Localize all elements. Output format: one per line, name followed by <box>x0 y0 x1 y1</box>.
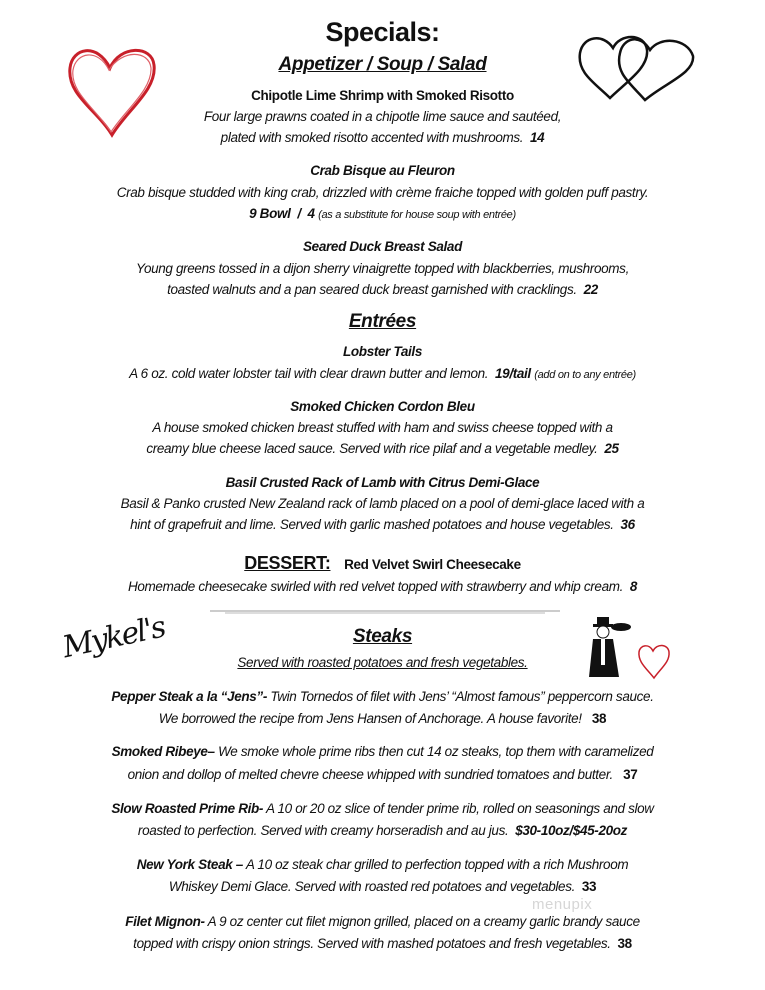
lamb-name: Basil Crusted Rack of Lamb with Citrus Demi-Glace <box>225 475 540 490</box>
duck-desc: Young greens tossed in a dijon sherry vinaigrette topped with blackberries, mushrooms, <box>136 261 629 276</box>
desc-text: creamy blue cheese laced sauce. Served with rice pilaf and a vegetable medley. <box>146 441 598 456</box>
smoked-ribeye <box>0 743 765 761</box>
desc-text: A 9 oz center cut filet mignon grilled, placed on a creamy garlic brandy sauce <box>204 914 640 929</box>
desc-text: We smoke whole prime ribs then cut 14 oz steaks, top them with caramelized <box>214 744 654 759</box>
price: 22 <box>583 282 598 297</box>
lobster-desc <box>0 365 765 384</box>
price: 25 <box>604 441 619 456</box>
desc-text: A 6 oz. cold water lobster tail with clear drawn butter and lemon. <box>129 366 489 381</box>
mykels-logo: Mykel's <box>59 609 168 666</box>
bisque-desc: Crab bisque studded with king crab, drizzled with crème fraiche topped with golden puff pastry. <box>116 185 649 200</box>
lamb-desc <box>0 516 765 534</box>
note: (add on to any entrée) <box>534 369 636 381</box>
item-name: Slow Roasted Prime Rib- <box>111 801 264 816</box>
price: $30-10oz/$45-20oz <box>515 823 628 838</box>
shrimp-desc: Four large prawns coated in a chipotle lime sauce and sautéed, <box>203 109 562 124</box>
ny-steak-desc <box>0 878 765 896</box>
section-entrees-heading: Entrées <box>348 311 417 332</box>
bisque-price-line <box>0 205 765 224</box>
chicken-desc <box>0 440 765 458</box>
desc-text: roasted to perfection. Served with creamy horseradish and au jus. <box>137 823 509 838</box>
item-name: Smoked Ribeye– <box>111 744 215 759</box>
ornamental-divider <box>205 606 565 616</box>
steaks-subtitle: Served with roasted potatoes and fresh vegetables. <box>237 655 528 670</box>
price: 8 <box>629 579 638 594</box>
smoked-ribeye-desc <box>0 766 765 784</box>
dessert-heading <box>0 551 765 577</box>
desc-text: hint of grapefruit and lime. Served with garlic mashed potatoes and house vegetables. <box>130 517 614 532</box>
desc-text: toasted walnuts and a pan seared duck breast garnished with cracklings. <box>167 282 577 297</box>
section-appetizer-heading: Appetizer / Soup / Salad <box>278 54 487 75</box>
shrimp-name: Chipotle Lime Shrimp with Smoked Risotto <box>251 88 514 103</box>
dessert-label: DESSERT: <box>244 553 331 573</box>
item-name: New York Steak – <box>136 857 243 872</box>
price: 33 <box>581 879 597 894</box>
pepper-steak <box>0 688 765 706</box>
lobster-name: Lobster Tails <box>343 344 422 359</box>
price: 36 <box>620 517 635 532</box>
chicken-name: Smoked Chicken Cordon Bleu <box>290 399 475 414</box>
prime-rib-desc <box>0 822 765 840</box>
bisque-name: Crab Bisque au Fleuron <box>310 163 455 178</box>
price: 38 <box>617 936 632 951</box>
duck-desc <box>0 281 765 299</box>
lamb-desc: Basil & Panko crusted New Zealand rack of lamb placed on a pool of demi-glace laced with a <box>120 496 645 511</box>
dessert-name: Red Velvet Swirl Cheesecake <box>344 557 521 572</box>
chicken-desc: A house smoked chicken breast stuffed with ham and swiss cheese topped with a <box>152 420 613 435</box>
desc-text: Twin Tornedos of filet with Jens’ “Almost famous” peppercorn sauce. <box>266 689 654 704</box>
price: 14 <box>530 130 545 145</box>
desc-text: plated with smoked risotto accented with mushrooms. <box>220 130 524 145</box>
desc-text: topped with crispy onion strings. Served with mashed potatoes and fresh vegetables. <box>133 936 611 951</box>
item-name: Pepper Steak a la “Jens”- <box>111 689 267 704</box>
filet-mignon <box>0 913 765 931</box>
price: 9 Bowl / 4 <box>249 206 315 221</box>
desc-text: We borrowed the recipe from Jens Hansen of Anchorage. A house favorite! <box>158 711 582 726</box>
pepper-steak-desc <box>0 710 765 728</box>
item-name: Filet Mignon- <box>125 914 205 929</box>
price: 38 <box>591 711 607 726</box>
desc-text: A 10 oz steak char grilled to perfection topped with a rich Mushroom <box>242 857 629 872</box>
desc-text: Homemade cheesecake swirled with red velvet topped with strawberry and whip cream. <box>127 579 624 594</box>
section-steaks-heading: Steaks <box>352 626 413 647</box>
ny-steak <box>0 856 765 874</box>
duck-name: Seared Duck Breast Salad <box>303 239 462 254</box>
price: 37 <box>623 767 638 782</box>
page-title: Specials: <box>325 17 440 47</box>
watermark: menupix <box>532 896 593 913</box>
desc-text: A 10 or 20 oz slice of tender prime rib, rolled on seasonings and slow <box>263 801 654 816</box>
desc-text: Whiskey Demi Glace. Served with roasted red potatoes and vegetables. <box>168 879 576 894</box>
shrimp-desc <box>0 129 765 147</box>
filet-mignon-desc <box>0 935 765 953</box>
desc-text: onion and dollop of melted chevre cheese whipped with sundried tomatoes and butter. <box>127 767 613 782</box>
note: (as a substitute for house soup with entrée) <box>318 209 516 221</box>
price: 19/tail <box>495 366 531 381</box>
prime-rib <box>0 800 765 818</box>
dessert-desc <box>0 578 765 596</box>
